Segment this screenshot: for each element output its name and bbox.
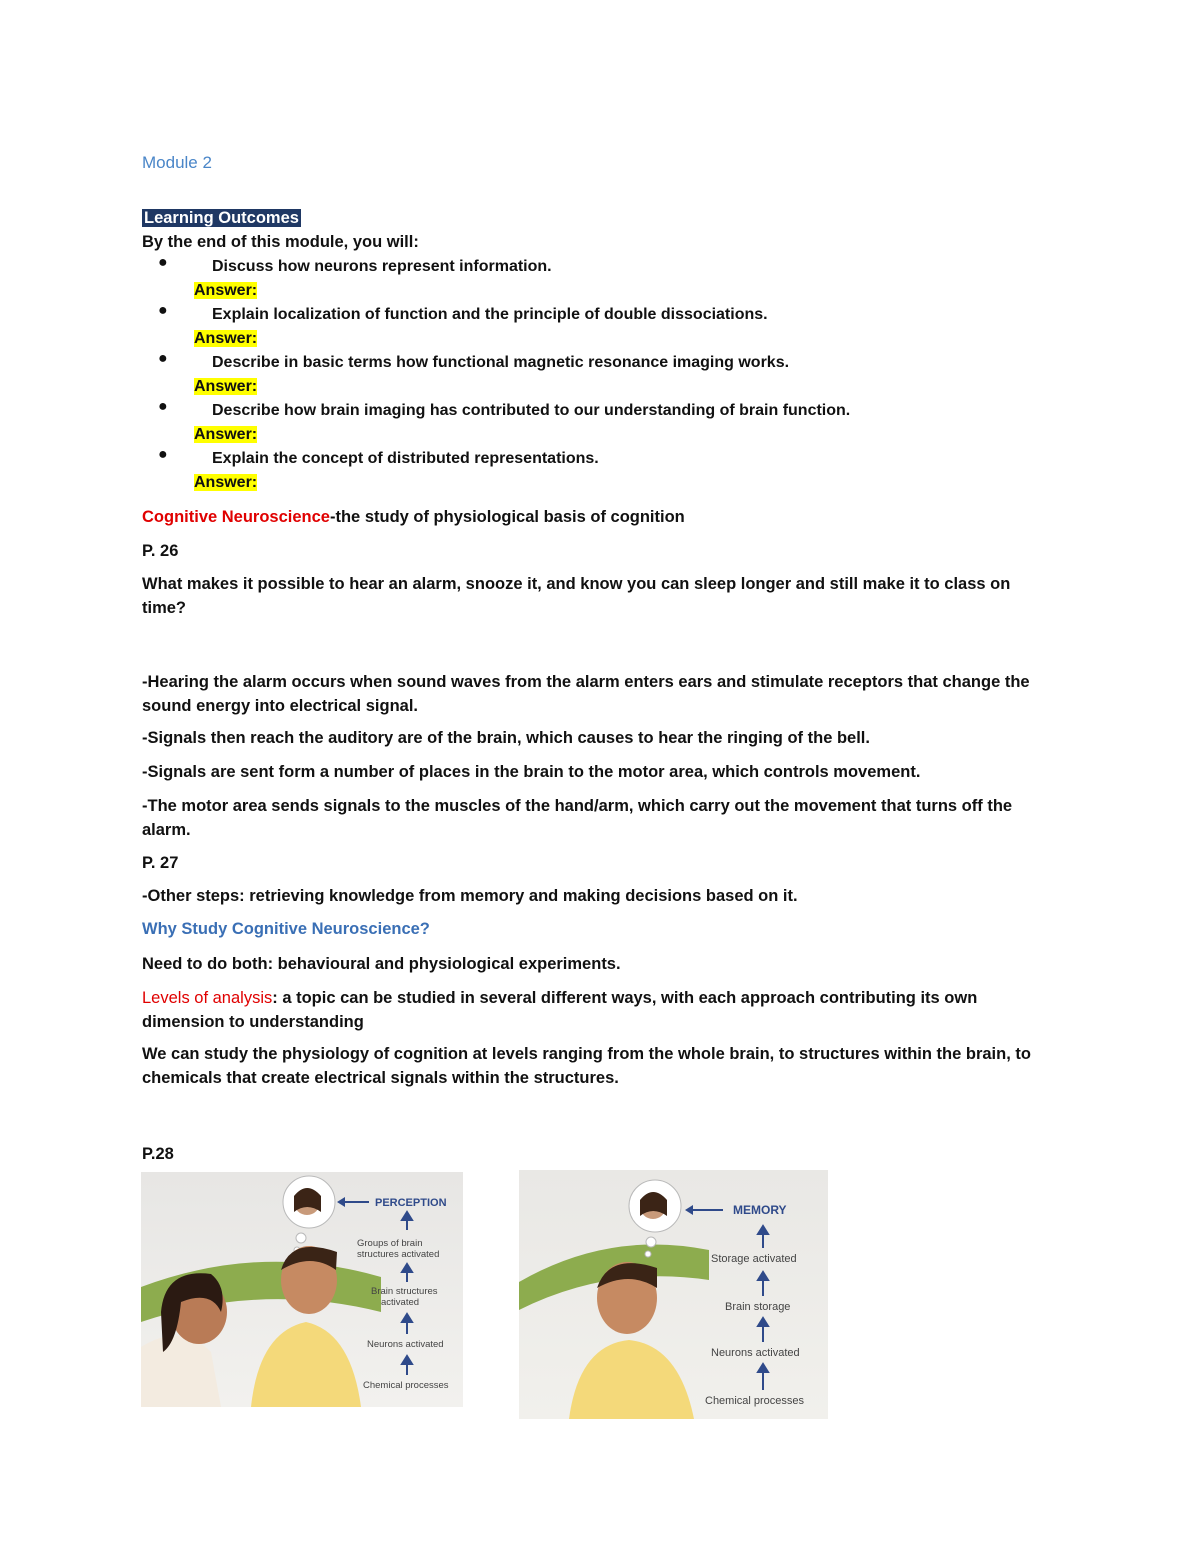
- need-paragraph: Need to do both: behavioural and physiological experiments.: [142, 955, 621, 973]
- answer-label-text: Answer:: [194, 426, 258, 443]
- perception-figure: [141, 1172, 463, 1407]
- other-steps-paragraph: -Other steps: retrieving knowledge from memory and making decisions based on it.: [142, 887, 798, 905]
- bullet-icon: ●: [158, 398, 168, 415]
- answer-label: [194, 376, 257, 398]
- step-paragraph: -Signals then reach the auditory are of the brain, which causes to hear the ringing of the bell.: [142, 729, 870, 747]
- figure-top-label: MEMORY: [733, 1203, 787, 1217]
- figure-level-line-1: Groups of brain: [357, 1238, 423, 1249]
- step-paragraph: -Hearing the alarm occurs when sound waves from the alarm enters ears and stimulate receptors that change the sound energy into electrical signal.: [142, 673, 1030, 715]
- bullet-icon: ●: [158, 254, 168, 271]
- figure-level-label: Neurons activated: [711, 1347, 800, 1359]
- learning-outcomes-heading: [142, 207, 301, 229]
- section-heading: Why Study Cognitive Neuroscience?: [142, 920, 430, 938]
- figure-level-line-3: Brain structures: [371, 1286, 438, 1297]
- answer-label: [194, 328, 257, 350]
- answer-label-text: Answer:: [194, 330, 258, 347]
- figure-level-label: Neurons activated: [367, 1339, 444, 1350]
- physiology-paragraph: We can study the physiology of cognition at levels ranging from the whole brain, to structures within the brain, to chemicals that create electrical signals within the structures.: [142, 1045, 1031, 1087]
- figure-level-label: Storage activated: [711, 1253, 797, 1265]
- figure-level-line-2: structures activated: [357, 1249, 440, 1260]
- outcome-item: Describe in basic terms how functional magnetic resonance imaging works.: [212, 354, 790, 371]
- answer-label: [194, 472, 257, 494]
- bullet-icon: ●: [158, 302, 168, 319]
- answer-label-text: Answer:: [194, 282, 258, 299]
- answer-label-text: Answer:: [194, 474, 258, 491]
- definition-term: Cognitive Neuroscience: [142, 508, 330, 526]
- answer-label: [194, 280, 257, 302]
- outcome-item: Describe how brain imaging has contributed to our understanding of brain function.: [212, 402, 851, 419]
- bullet-icon: ●: [158, 446, 168, 463]
- step-paragraph: -Signals are sent form a number of places in the brain to the motor area, which controls movement.: [142, 763, 921, 781]
- step-paragraph: -The motor area sends signals to the muscles of the hand/arm, which carry out the movement that turns off the alarm.: [142, 797, 1013, 839]
- outcome-item: Discuss how neurons represent information.: [212, 258, 552, 275]
- module-title: Module 2: [142, 153, 212, 172]
- learning-outcomes-heading-text: Learning Outcomes: [144, 209, 299, 227]
- page-ref: P. 26: [142, 542, 179, 560]
- page-ref: P. 27: [142, 854, 179, 872]
- definition-line: [142, 506, 685, 528]
- levels-term: Levels of analysis: [142, 989, 273, 1007]
- page-ref: P.28: [142, 1145, 174, 1163]
- bullet-icon: ●: [158, 350, 168, 367]
- answer-label: [194, 424, 257, 446]
- figure-level-label: Chemical processes: [363, 1380, 449, 1391]
- definition-text: -the study of physiological basis of cognition: [329, 508, 685, 526]
- levels-paragraph: [142, 986, 1052, 1034]
- figure-level-label: Brain storage: [725, 1301, 791, 1313]
- outcome-item: Explain the concept of distributed representations.: [212, 450, 599, 467]
- figure-top-label: PERCEPTION: [375, 1197, 447, 1209]
- figure-level-line-4: activated: [381, 1297, 420, 1308]
- question-paragraph: What makes it possible to hear an alarm, snooze it, and know you can sleep longer and still make it to class on time?: [142, 575, 1011, 617]
- levels-text: : a topic can be studied in several different ways, with each approach contributing its own dimension to understanding: [142, 989, 978, 1031]
- outcome-item: Explain localization of function and the principle of double dissociations.: [212, 306, 768, 323]
- figure-level-label: Chemical processes: [705, 1395, 805, 1407]
- answer-label-text: Answer:: [194, 378, 258, 395]
- memory-figure: [519, 1170, 828, 1419]
- learning-outcomes-intro: By the end of this module, you will:: [142, 233, 419, 251]
